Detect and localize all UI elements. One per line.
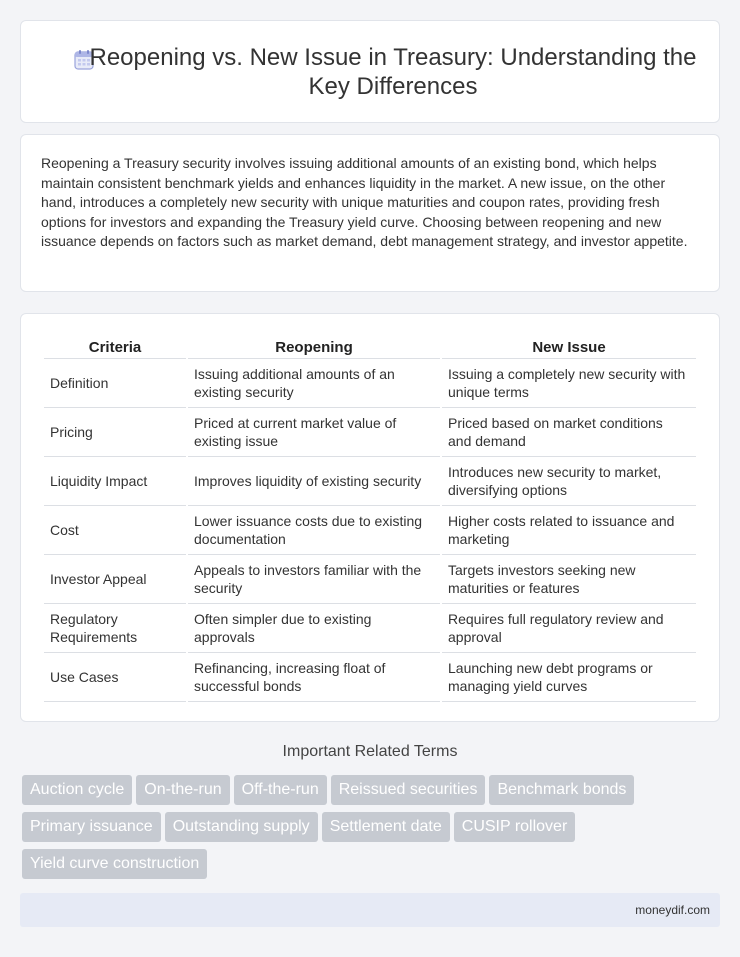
related-term-tag[interactable]: On-the-run <box>136 775 229 805</box>
table-cell-reopening: Issuing additional amounts of an existing security <box>188 359 440 408</box>
footer <box>20 893 720 927</box>
related-term-tag[interactable]: Auction cycle <box>22 775 132 805</box>
column-header-reopening: Reopening <box>188 336 440 359</box>
page-title: Reopening vs. New Issue in Treasury: Understanding the Key Differences <box>89 43 697 100</box>
table-cell-reopening: Appeals to investors familiar with the security <box>188 555 440 604</box>
table-cell-new-issue: Issuing a completely new security with unique terms <box>442 359 696 408</box>
related-terms-list <box>22 775 702 886</box>
table-cell-reopening: Refinancing, increasing float of successful bonds <box>188 653 440 702</box>
table-row <box>44 653 696 702</box>
related-term-tag[interactable]: Yield curve construction <box>22 849 207 879</box>
table-cell-reopening: Often simpler due to existing approvals <box>188 604 440 653</box>
table-cell-reopening: Improves liquidity of existing security <box>188 457 440 506</box>
table-cell-reopening: Lower issuance costs due to existing documentation <box>188 506 440 555</box>
table-cell-new-issue: Introduces new security to market, diversifying options <box>442 457 696 506</box>
table-cell-criteria: Liquidity Impact <box>44 457 186 506</box>
intro-paragraph: Reopening a Treasury security involves issuing additional amounts of an existing bond, which helps maintain consistent benchmark yields and enhances liquidity in the market. A new issue, on the other hand, introduces a completely new security with unique maturities and coupon rates, providing fresh options for investors and expanding the Treasury yield curve. Choosing between reopening and new issuance depends on factors such as market demand, debt management strategy, and investor appetite. <box>41 155 688 250</box>
related-term-tag[interactable]: Primary issuance <box>22 812 161 842</box>
column-header-new-issue: New Issue <box>442 336 696 359</box>
table-cell-new-issue: Targets investors seeking new maturities or features <box>442 555 696 604</box>
table-cell-criteria: Cost <box>44 506 186 555</box>
related-term-tag[interactable]: Off-the-run <box>234 775 327 805</box>
table-cell-criteria: Investor Appeal <box>44 555 186 604</box>
table-row <box>44 457 696 506</box>
related-term-tag[interactable]: CUSIP rollover <box>454 812 576 842</box>
table-cell-new-issue: Requires full regulatory review and approval <box>442 604 696 653</box>
intro-card <box>20 134 720 292</box>
related-terms-heading: Important Related Terms <box>282 743 458 760</box>
table-row <box>44 359 696 408</box>
table-header-row <box>44 336 696 359</box>
table-cell-new-issue: Higher costs related to issuance and marketing <box>442 506 696 555</box>
column-header-criteria: Criteria <box>44 336 186 359</box>
footer-site-link[interactable]: moneydif.com <box>635 903 710 917</box>
comparison-table-card <box>20 313 720 722</box>
related-term-tag[interactable]: Benchmark bonds <box>489 775 634 805</box>
table-cell-criteria: Pricing <box>44 408 186 457</box>
table-cell-criteria: Regulatory Requirements <box>44 604 186 653</box>
table-cell-criteria: Definition <box>44 359 186 408</box>
related-term-tag[interactable]: Settlement date <box>322 812 450 842</box>
header-card <box>20 20 720 123</box>
table-row <box>44 408 696 457</box>
table-row <box>44 506 696 555</box>
comparison-table <box>42 336 698 702</box>
table-row <box>44 604 696 653</box>
related-term-tag[interactable]: Reissued securities <box>331 775 486 805</box>
table-cell-new-issue: Launching new debt programs or managing yield curves <box>442 653 696 702</box>
related-term-tag[interactable]: Outstanding supply <box>165 812 318 842</box>
table-row <box>44 555 696 604</box>
table-cell-new-issue: Priced based on market conditions and demand <box>442 408 696 457</box>
table-cell-reopening: Priced at current market value of existing issue <box>188 408 440 457</box>
table-cell-criteria: Use Cases <box>44 653 186 702</box>
